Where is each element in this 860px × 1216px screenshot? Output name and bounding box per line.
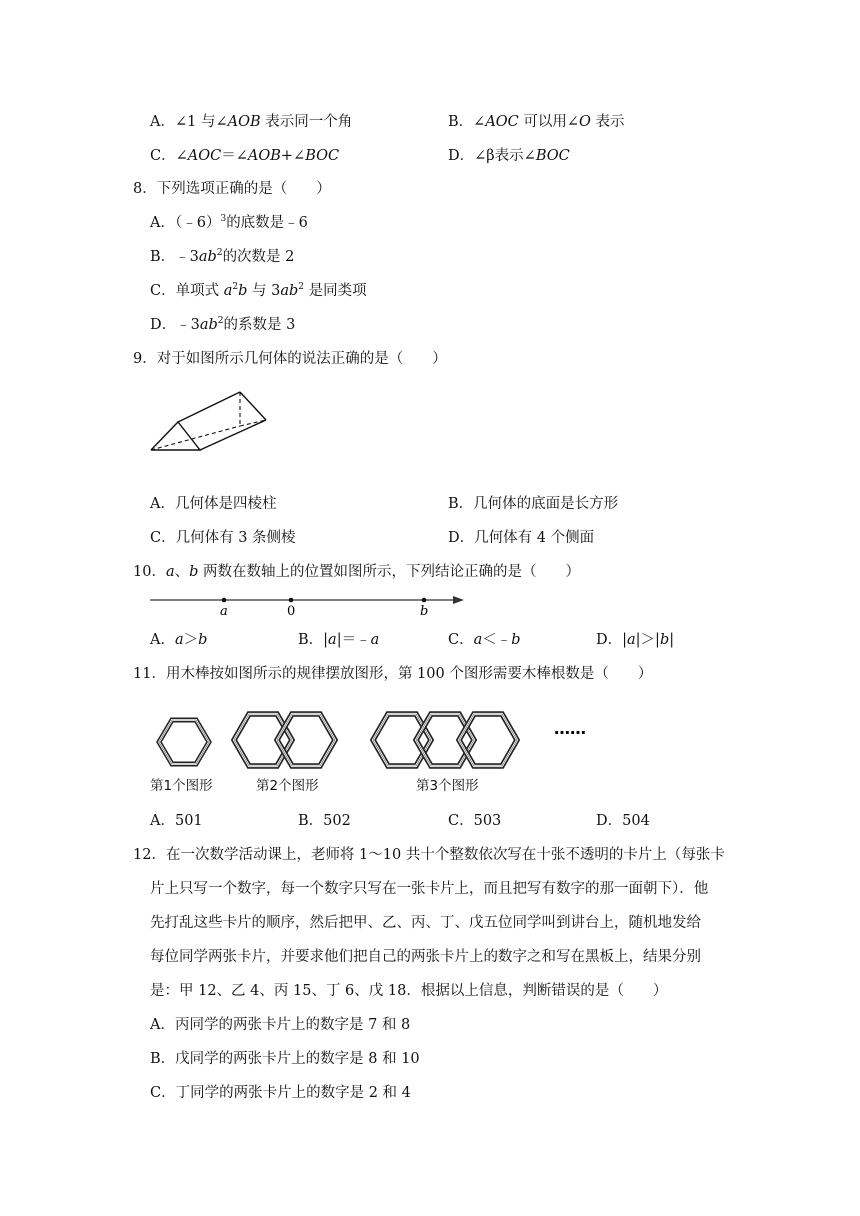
q10-opt-a-v2: b (198, 632, 208, 648)
q7-opt-c-v3: BOC (305, 148, 340, 164)
figure-1-label: 第1个图形 (150, 778, 213, 794)
q10-option-c (448, 630, 521, 650)
q8-opt-c-text: C．单项式 (150, 283, 224, 299)
q8-stem: 8．下列选项正确的是（ ） (133, 181, 331, 197)
q8-opt-b-text: B．﹣3 (150, 249, 199, 265)
q10-opt-c-v2: b (511, 632, 521, 648)
matchstick-hexagons-figure (148, 700, 608, 800)
q7-opt-c-plus: +∠ (280, 148, 306, 164)
triangular-prism-figure (148, 382, 328, 454)
q10-stem-b: b (189, 564, 199, 580)
q10-opt-b-v1: a (328, 632, 337, 648)
q8-opt-c-e2: 2 (298, 282, 305, 292)
q7-opt-c-v1: AOC (187, 148, 222, 164)
q7-option-a (150, 112, 352, 132)
q7-opt-b-var: AOC (485, 114, 519, 130)
q8-opt-d-var: ab (199, 317, 218, 333)
q11-stem: 11．用木棒按如图所示的规律摆放图形，第 100 个图形需要木棒根数是（ ） (133, 666, 653, 682)
q8-option-b (150, 247, 294, 267)
q9-option-b: B．几何体的底面是长方形 (448, 496, 619, 512)
q10-opt-d-v2: b (659, 632, 670, 648)
axis-label-b: b (420, 604, 429, 619)
q8-opt-d-post: 的系数是 3 (223, 317, 296, 333)
q7-opt-d-var: BOC (535, 148, 570, 164)
q8-opt-c-v2: b (238, 283, 248, 299)
q8-opt-c-v1: a (223, 283, 233, 299)
q10-opt-d-post: | (669, 632, 675, 648)
q12-option-a: A．丙同学的两张卡片上的数字是 7 和 8 (150, 1017, 411, 1033)
q10-opt-d-text: D．| (596, 632, 628, 648)
q10-opt-d-op: |＞| (635, 632, 660, 648)
q7-opt-c-text: C．∠ (150, 148, 188, 164)
q7-option-d (448, 146, 570, 166)
q10-option-a (150, 630, 207, 650)
q10-opt-a-text: A． (150, 632, 175, 648)
q11-option-b: B．502 (298, 813, 351, 829)
q10-opt-c-text: C． (448, 632, 474, 648)
q8-opt-d-exp: 2 (217, 316, 224, 326)
q8-opt-d-text: D．﹣3 (150, 317, 200, 333)
q10-stem-sep: 、 (174, 564, 190, 580)
q10-opt-b-text: B．| (298, 632, 329, 648)
q8-opt-a-post: 的底数是﹣6 (226, 215, 308, 231)
q7-opt-a-var: AOB (227, 114, 261, 130)
number-line-figure (148, 590, 468, 620)
q10-opt-c-v1: a (473, 632, 483, 648)
axis-label-a: a (220, 604, 228, 619)
q8-opt-c-e1: 2 (232, 282, 239, 292)
q8-option-c (150, 281, 367, 301)
q8-opt-a-text: A．（﹣6） (150, 215, 221, 231)
q9-option-a: A．几何体是四棱柱 (150, 496, 277, 512)
q8-opt-a-exp: 3 (220, 214, 227, 224)
q11-option-a: A．501 (150, 813, 203, 829)
q12-option-b: B．戊同学的两张卡片上的数字是 8 和 10 (150, 1051, 420, 1067)
q7-opt-b-text: B．∠ (448, 114, 486, 130)
q8-opt-b-var: ab (198, 249, 217, 265)
figure-2-label: 第2个图形 (256, 778, 319, 794)
q10-opt-c-op: ＜﹣ (482, 632, 512, 648)
q8-opt-c-post: 是同类项 (304, 283, 367, 299)
q10-stem-a: a (165, 564, 175, 580)
q7-opt-c-v2: AOB (247, 148, 281, 164)
q12-option-c: C．丁同学的两张卡片上的数字是 2 和 4 (150, 1085, 411, 1101)
q8-option-d (150, 315, 295, 335)
q7-opt-b-post: 表示 (590, 114, 625, 130)
q9-option-d: D．几何体有 4 个侧面 (448, 530, 595, 546)
q12-stem-line3: 先打乱这些卡片的顺序，然后把甲、乙、丙、丁、戊五位同学叫到讲台上，随机地发给 (150, 915, 701, 931)
q10-opt-b-op: |＝﹣ (336, 632, 371, 648)
q7-opt-a-text: A．∠1 与∠ (150, 114, 228, 130)
q11-option-d: D．504 (596, 813, 650, 829)
q12-stem-line5: 是：甲 12、乙 4、丙 15、丁 6、戊 18．根据以上信息，判断错误的是（ ） (150, 983, 668, 999)
q10-opt-a-v1: a (174, 632, 184, 648)
q12-stem-line2: 片上只写一个数字，每一个数字只写在一张卡片上，而且把写有数字的那一面朝下）．他 (150, 881, 709, 897)
q7-opt-a-post: 表示同一个角 (260, 114, 353, 130)
q10-opt-b-v2: a (370, 632, 380, 648)
q7-opt-d-text: D．∠β表示∠ (448, 148, 536, 164)
q10-opt-d-v1: a (627, 632, 636, 648)
q8-opt-b-post: 的次数是 2 (222, 249, 295, 265)
q12-stem-line1: 12．在一次数学活动课上，老师将 1～10 共十个整数依次写在十张不透明的卡片上（每张卡 (133, 847, 725, 863)
q7-opt-b-var2: O (579, 114, 591, 130)
q10-stem (133, 562, 580, 582)
q11-option-c: C．503 (448, 813, 502, 829)
axis-label-0: 0 (287, 604, 296, 619)
q7-opt-b-mid: 可以用∠ (518, 114, 580, 130)
figure-ellipsis: …… (554, 719, 586, 738)
q9-option-c: C．几何体有 3 条侧棱 (150, 530, 296, 546)
q8-opt-c-v3: ab (280, 283, 299, 299)
q7-opt-c-eq: ＝∠ (221, 148, 248, 164)
q10-number: 10． (133, 564, 166, 580)
q8-opt-b-exp: 2 (216, 248, 223, 258)
q8-opt-c-mid: 与 3 (247, 283, 281, 299)
q10-opt-a-op: ＞ (183, 632, 199, 648)
q8-option-a (150, 213, 308, 233)
q7-option-c (150, 146, 339, 166)
q9-stem: 9．对于如图所示几何体的说法正确的是（ ） (133, 351, 447, 367)
q10-stem-text: 两数在数轴上的位置如图所示，下列结论正确的是（ ） (198, 564, 581, 580)
q10-option-d (596, 630, 674, 650)
figure-3-label: 第3个图形 (416, 778, 479, 794)
q12-stem-line4: 每位同学两张卡片，并要求他们把自己的两张卡片上的数字之和写在黑板上，结果分别 (150, 949, 701, 965)
q7-option-b (448, 112, 625, 132)
q10-option-b (298, 630, 379, 650)
